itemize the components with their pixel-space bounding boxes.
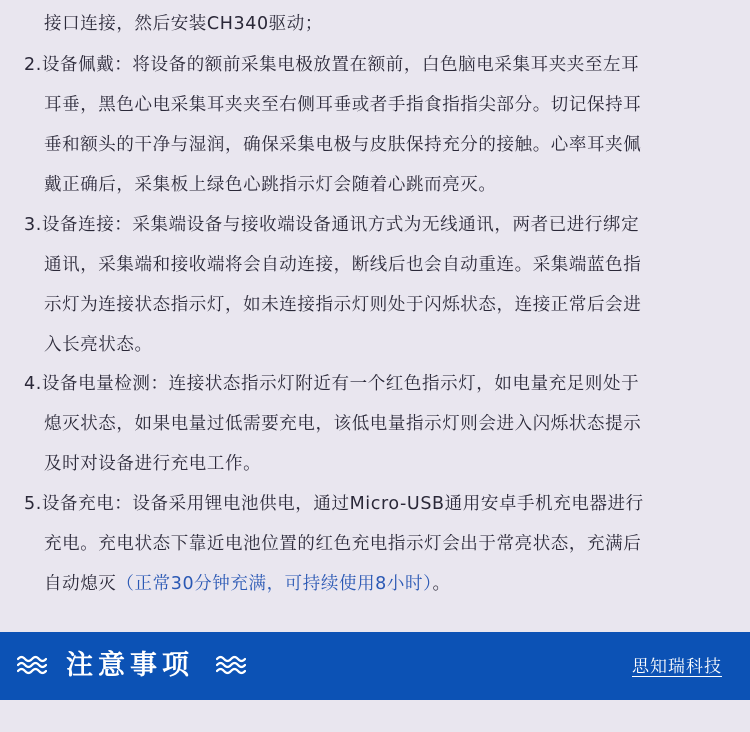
last-line-suffix: 。	[432, 574, 451, 594]
charging-note: （正常30分钟充满，可持续使用8小时）	[116, 574, 433, 594]
notice-banner	[0, 632, 750, 700]
instruction-line-last	[44, 572, 451, 596]
instruction-line: 入长亮状态。	[44, 335, 153, 355]
instruction-item-3: 3.设备连接：采集端设备与接收端设备通讯方式为无线通讯，两者已进行绑定	[24, 215, 640, 235]
brand-link[interactable]: 思知瑞科技	[632, 657, 722, 677]
instruction-line: 充电。充电状态下靠近电池位置的红色充电指示灯会出于常亮状态，充满后	[44, 534, 642, 554]
instruction-line: 耳垂，黑色心电采集耳夹夹至右侧耳垂或者手指食指指尖部分。切记保持耳	[44, 95, 642, 115]
instruction-item-2: 2.设备佩戴：将设备的额前采集电极放置在额前，白色脑电采集耳夹夹至左耳	[24, 55, 640, 75]
instruction-line: 戴正确后，采集板上绿色心跳指示灯会随着心跳而亮灭。	[44, 175, 497, 195]
waves-icon	[216, 655, 246, 675]
instruction-line: 熄灭状态，如果电量过低需要充电，该低电量指示灯则会进入闪烁状态提示	[44, 414, 642, 434]
instruction-item-4: 4.设备电量检测：连接状态指示灯附近有一个红色指示灯，如电量充足则处于	[24, 374, 640, 394]
section-title: 注意事项	[66, 650, 194, 681]
instruction-line: 接口连接，然后安装CH340驱动；	[44, 14, 323, 34]
waves-icon	[17, 655, 47, 675]
instruction-line: 及时对设备进行充电工作。	[44, 454, 262, 474]
instruction-item-5: 5.设备充电：设备采用锂电池供电，通过Micro-USB通用安卓手机充电器进行	[24, 494, 644, 514]
instruction-line: 垂和额头的干净与湿润，确保采集电极与皮肤保持充分的接触。心率耳夹佩	[44, 135, 642, 155]
last-line-prefix: 自动熄灭	[44, 574, 117, 594]
instruction-line: 通讯，采集端和接收端将会自动连接，断线后也会自动重连。采集端蓝色指	[44, 255, 642, 275]
instruction-line: 示灯为连接状态指示灯，如未连接指示灯则处于闪烁状态，连接正常后会进	[44, 295, 642, 315]
